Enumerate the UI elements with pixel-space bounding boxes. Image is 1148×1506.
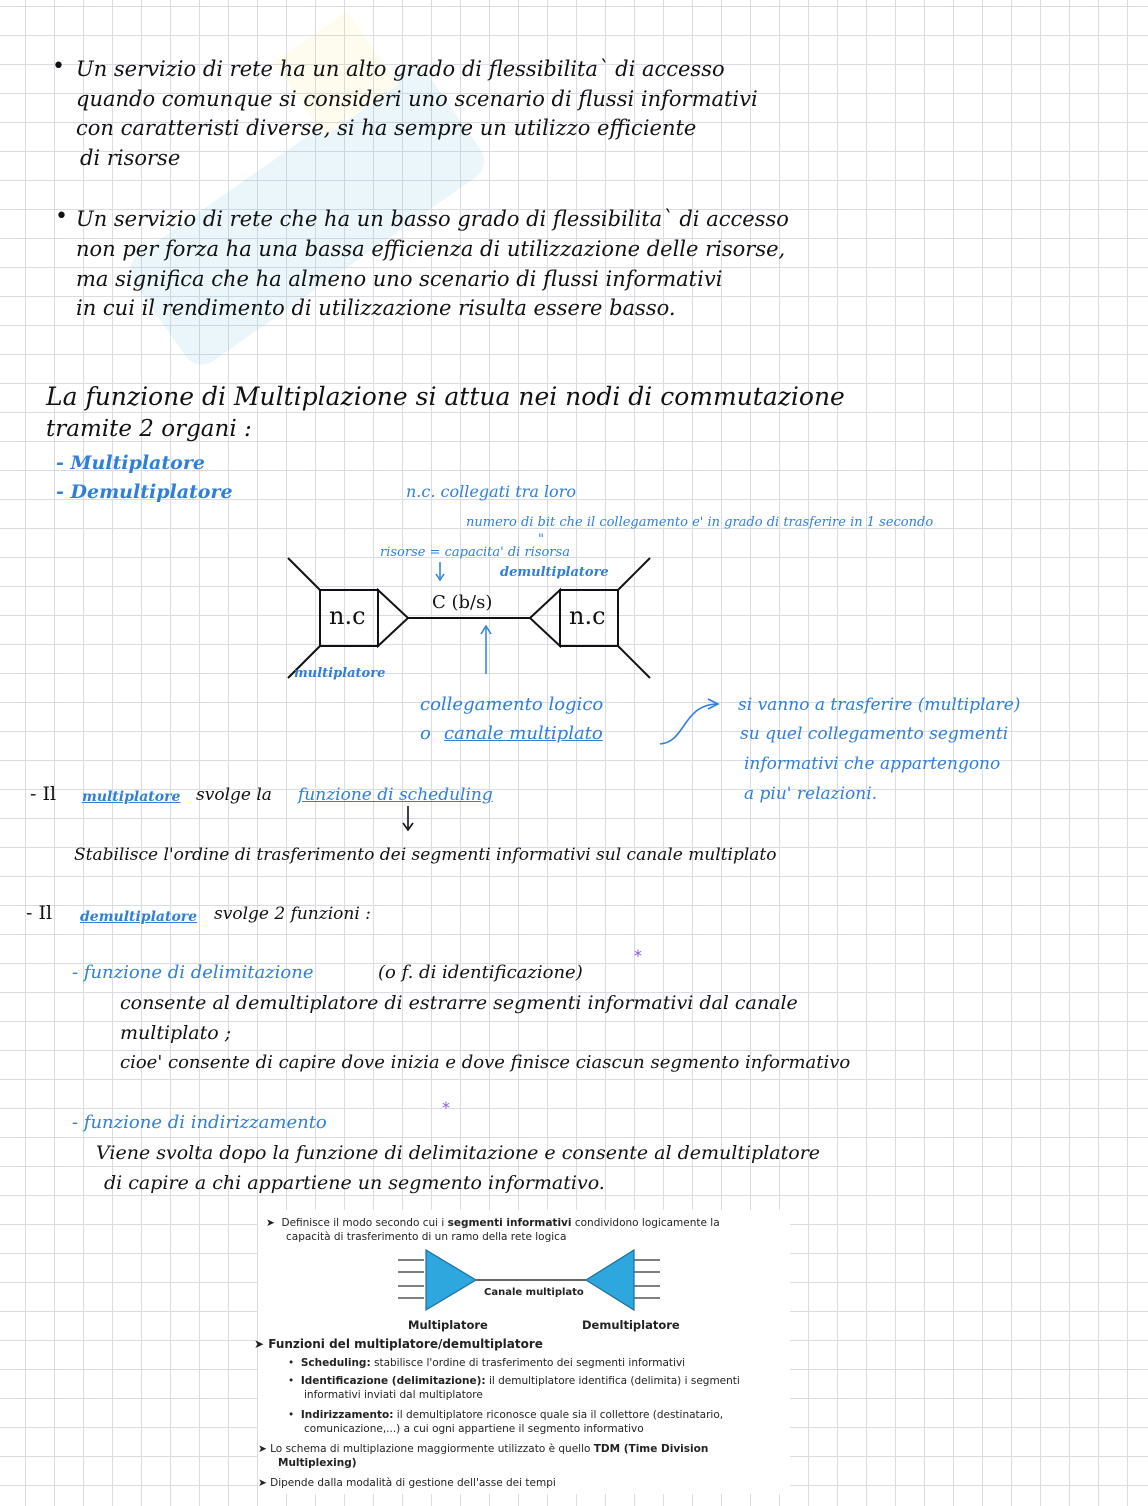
right-line-top (618, 558, 650, 590)
demux-func-prefix: - Il (26, 902, 53, 924)
slide-functions-title: ➤ Funzioni del multiplatore/demultiplatore (254, 1337, 543, 1351)
mux-triangle (378, 590, 408, 646)
intro-item-demux: - Demultiplatore (56, 481, 233, 503)
slide-mux-diagram (394, 1246, 664, 1314)
f2-line2: di capire a chi appartiene un segmento informativo. (104, 1172, 605, 1194)
resources-note: risorse = capacita' di risorsa (380, 545, 570, 560)
slide-ident: • Identificazione (delimitazione): il demultiplatore identifica (delimita) i segmenti (288, 1375, 740, 1387)
intro-line2: tramite 2 organi : (46, 416, 252, 442)
f1-title: - funzione di delimitazione (72, 962, 314, 983)
f2-title: - funzione di indirizzamento (72, 1112, 327, 1133)
f2-star: * (442, 1098, 450, 1117)
mux-label: multiplatore (294, 666, 386, 681)
curved-arrow (656, 694, 736, 750)
slide-tdm-l2: Multiplexing) (278, 1457, 357, 1469)
f2-line1: Viene svolta dopo la funzione di delimitazione e consente al demultiplatore (96, 1142, 821, 1164)
quote-mark: " (538, 532, 544, 547)
p2-line4: in cui il rendimento di utilizzazione risulta essere basso. (76, 296, 676, 320)
mux-func-description: Stabilisce l'ordine di trasferimento dei segmenti informativi sul canale multiplato (74, 845, 777, 865)
bullet-1: • (52, 54, 65, 79)
slide-demux-triangle (586, 1250, 634, 1310)
slide-depends: ➤ Dipende dalla modalità di gestione dell'asse dei tempi (258, 1477, 556, 1489)
slide-sched: • Scheduling: stabilisce l'ordine di trasferimento dei segmenti informativi (288, 1357, 686, 1369)
slide-addr: • Indirizzamento: il demultiplatore riconosce quale sia il collettore (destinatario, (288, 1409, 724, 1421)
p2-line2: non per forza ha una bassa efficienza di utilizzazione delle risorse, (76, 237, 786, 261)
f1-alt: (o f. di identificazione) (378, 962, 583, 983)
p1-line3: con caratteristi diverse, si ha sempre un utilizzo efficiente (76, 116, 697, 140)
p1-line4: di risorse (80, 146, 181, 170)
slide-addr-l2: comunicazione,...) a cui ogni appartiene il segmento informativo (304, 1423, 644, 1435)
mux-func-scheduling: funzione di scheduling (298, 785, 493, 805)
transfer-note-2: su quel collegamento segmenti (740, 724, 1009, 744)
mux-func-prefix: - Il (30, 783, 57, 805)
multiplexed-channel-label: canale multiplato (444, 723, 603, 744)
demux-func-demux: demultiplatore (80, 909, 198, 925)
node-left-label: n.c (329, 602, 366, 630)
p1-line1: Un servizio di rete ha un alto grado di flessibilita` di accesso (76, 57, 725, 81)
nc-connected-note: n.c. collegati tra loro (406, 482, 576, 501)
intro-line1: La funzione di Multiplazione si attua nei nodi di commutazione (46, 382, 845, 411)
mux-func-mux: multiplatore (82, 789, 181, 805)
transfer-note-1: si vanno a trasferire (multiplare) (738, 695, 1021, 715)
bullet-2: • (55, 204, 68, 229)
logical-link-label: collegamento logico (420, 694, 604, 715)
slide-mux-label: Multiplatore (408, 1318, 488, 1332)
intro-item-mux: - Multiplatore (56, 452, 205, 474)
slide-ident-l2: informativi inviati dal multiplatore (304, 1389, 483, 1401)
p2-line1: Un servizio di rete che ha un basso grado di flessibilita` di accesso (76, 207, 789, 231)
slide-mux-triangle (426, 1250, 476, 1310)
embedded-slide (254, 1210, 790, 1494)
demux-triangle (530, 590, 560, 646)
capacity-label: C (b/s) (432, 592, 493, 613)
p2-line3: ma significa che ha almeno uno scenario di flussi informativi (76, 267, 723, 291)
slide-intro-l1: ➤ Definisce il modo secondo cui i segmenti informativi condividono logicamente la (266, 1217, 720, 1229)
demux-func-suffix: svolge 2 funzioni : (214, 904, 371, 924)
f1-line3: cioe' consente di capire dove inizia e dove finisce ciascun segmento informativo (120, 1052, 851, 1073)
transfer-note-4: a piu' relazioni. (744, 784, 878, 804)
slide-tdm: ➤ Lo schema di multiplazione maggiormente utilizzato è quello TDM (Time Division (258, 1443, 709, 1455)
left-line-top (288, 558, 320, 590)
f1-line1: consente al demultiplatore di estrarre segmenti informativi dal canale (120, 992, 798, 1014)
slide-intro-l2: capacità di trasferimento di un ramo della rete logica (286, 1231, 567, 1243)
p1-line2: quando comunque si consideri uno scenario di flussi informativi (76, 87, 758, 111)
f1-line2: multiplato ; (120, 1022, 232, 1044)
node-right-label: n.c (569, 602, 606, 630)
right-line-bottom (618, 646, 650, 678)
slide-channel-label: Canale multiplato (484, 1287, 584, 1298)
mux-func-middle: svolge la (196, 785, 272, 805)
transfer-note-3: informativi che appartengono (744, 754, 1001, 774)
slide-demux-label: Demultiplatore (582, 1318, 680, 1332)
bits-note: numero di bit che il collegamento e' in grado di trasferire in 1 secondo (466, 515, 934, 530)
logical-link-or: o (420, 723, 431, 744)
f1-star: * (634, 946, 642, 965)
demux-label: demultiplatore (500, 565, 609, 580)
scheduling-arrow (398, 804, 418, 834)
